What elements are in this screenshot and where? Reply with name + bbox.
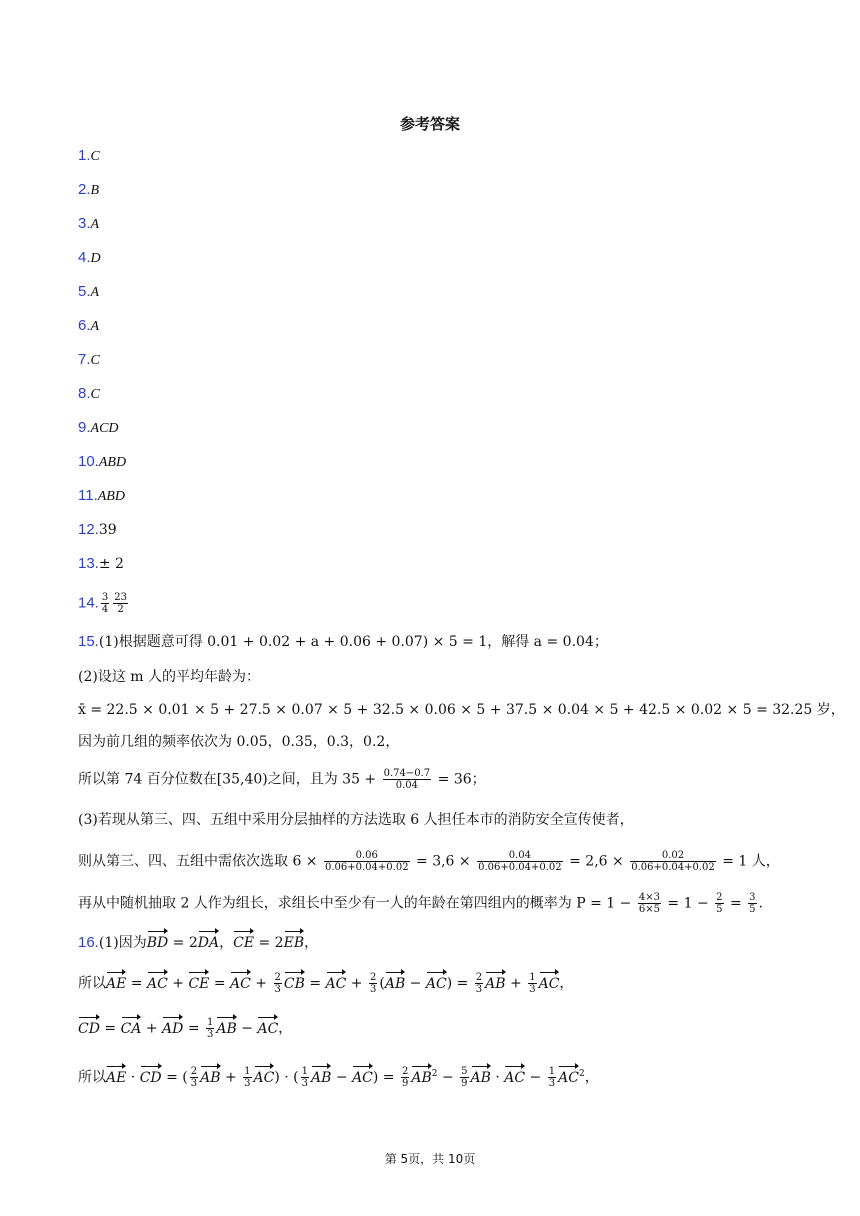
answer-row bbox=[78, 520, 117, 540]
question-number: 13. bbox=[78, 555, 99, 572]
answer-16-line-3: CD = CA + AD = $\frac{1}{3}$ AB − AC， bbox=[78, 1017, 293, 1040]
answer-16-line-2: 所以AE = AC + CE = AC + $\frac{2}{3}$ CB = AC + $\frac{2}{3}$ (AB − AC) = $\frac{2}{3}$ AB + $\frac{1}{3}$ AC， bbox=[78, 972, 574, 995]
answer-15-line-7: 则从第三、四、五组中需依次选取 6 × $\frac{0.06}{0.06+0.04+0.02}$ = 3,6 × $\frac{0.04}{0.06+0.04+0.02}$ = 2,6 × $\frac{0.02}{0.06+0.04+0.02}$ = 1 人， bbox=[78, 850, 780, 873]
question-number: 11. bbox=[78, 487, 98, 504]
answer-value: B bbox=[90, 183, 100, 198]
page-footer: 第 5页，共 10页 bbox=[384, 1152, 476, 1166]
answer-row bbox=[78, 554, 124, 574]
answer-14 bbox=[78, 592, 130, 615]
question-number: 1. bbox=[78, 147, 91, 164]
answer-value: A bbox=[90, 285, 100, 300]
answer-row bbox=[78, 452, 126, 473]
answer-16-line-4: 所以AE · CD = ( $\frac{2}{3}$ AB + $\frac{1}{3}$ AC) · ( $\frac{1}{3}$ AB − AC) = $\frac{2}{9}$ $AB^2$ − $\frac{5}{9}$ AB · AC − $\frac{1}{3}$ $AC^2$， bbox=[78, 1066, 599, 1090]
question-number: 14. bbox=[78, 594, 99, 612]
answer-16-line-1: 16.(1)因为BD = 2DA，CE = 2EB， bbox=[78, 934, 319, 951]
answer-row bbox=[78, 180, 99, 201]
answer-15-line-6: (3)若现从第三、四、五组中采用分层抽样的方法选取 6 人担任本市的消防安全宣传使者， bbox=[78, 812, 634, 828]
answer-row bbox=[78, 316, 99, 337]
answer-15-line-1: 15.(1)根据题意可得 0.01 + 0.02 + a + 0.06 + 0.07) × 5 = 1，解得 a = 0.04； bbox=[78, 633, 608, 650]
answer-value: ACD bbox=[90, 421, 119, 436]
answer-value: ABD bbox=[98, 455, 127, 470]
question-number: 10. bbox=[78, 453, 99, 470]
question-number: 7. bbox=[78, 351, 91, 368]
answer-value: A bbox=[90, 217, 100, 232]
answer-15-line-8: 再从中随机抽取 2 人作为组长，求组长中至少有一人的年龄在第四组内的概率为 P = 1 − $\frac{4\times 3}{6\times 5}$ = 1 − $\frac{2}{5}$ = $\frac{3}{5}$ . bbox=[78, 892, 763, 915]
answer-value: C bbox=[90, 353, 100, 368]
answer-value: C bbox=[90, 149, 100, 164]
page-title: 参考答案 bbox=[399, 115, 460, 133]
answer-15-line-5: 所以第 74 百分位数在[35,40)之间，且为 35 + $\frac{0.74-0.7}{0.04}$ = 36； bbox=[78, 768, 486, 791]
question-number: 2. bbox=[78, 181, 91, 198]
fraction: $\frac{23}{2}$ bbox=[114, 592, 127, 615]
question-number: 6. bbox=[78, 317, 91, 334]
question-number: 8. bbox=[78, 385, 91, 402]
answer-value: ± 2 bbox=[98, 556, 124, 572]
question-number: 5. bbox=[78, 283, 91, 300]
question-number: 9. bbox=[78, 419, 91, 436]
answer-row bbox=[78, 282, 99, 303]
answer-15-line-3: x̄ = 22.5 × 0.01 × 5 + 27.5 × 0.07 × 5 + 32.5 × 0.06 × 5 + 37.5 × 0.04 × 5 + 42.5 × 0.02 × 5 = 32.25 岁， bbox=[78, 702, 845, 718]
question-number: 3. bbox=[78, 215, 91, 232]
answer-row bbox=[78, 146, 100, 167]
question-number: 15. bbox=[78, 633, 99, 650]
question-number: 12. bbox=[78, 521, 99, 538]
answer-value: D bbox=[90, 251, 101, 266]
answer-value: C bbox=[90, 387, 100, 402]
answer-row bbox=[78, 418, 119, 439]
answer-value: ABD bbox=[97, 489, 125, 504]
answer-value: A bbox=[90, 319, 100, 334]
question-number: 16. bbox=[78, 934, 99, 951]
answer-row bbox=[78, 248, 101, 269]
answer-value: 39 bbox=[98, 522, 117, 538]
answer-15-line-4: 因为前几组的频率依次为 0.05，0.35，0.3，0.2， bbox=[78, 734, 400, 750]
question-number: 4. bbox=[78, 249, 91, 266]
fraction: $\frac{3}{4}$ bbox=[101, 592, 109, 615]
answer-row bbox=[78, 486, 125, 507]
answer-15-line-2: (2)设这 m 人的平均年龄为： bbox=[78, 669, 261, 685]
answer-row bbox=[78, 384, 100, 405]
answer-row bbox=[78, 350, 100, 371]
answer-row bbox=[78, 214, 99, 235]
